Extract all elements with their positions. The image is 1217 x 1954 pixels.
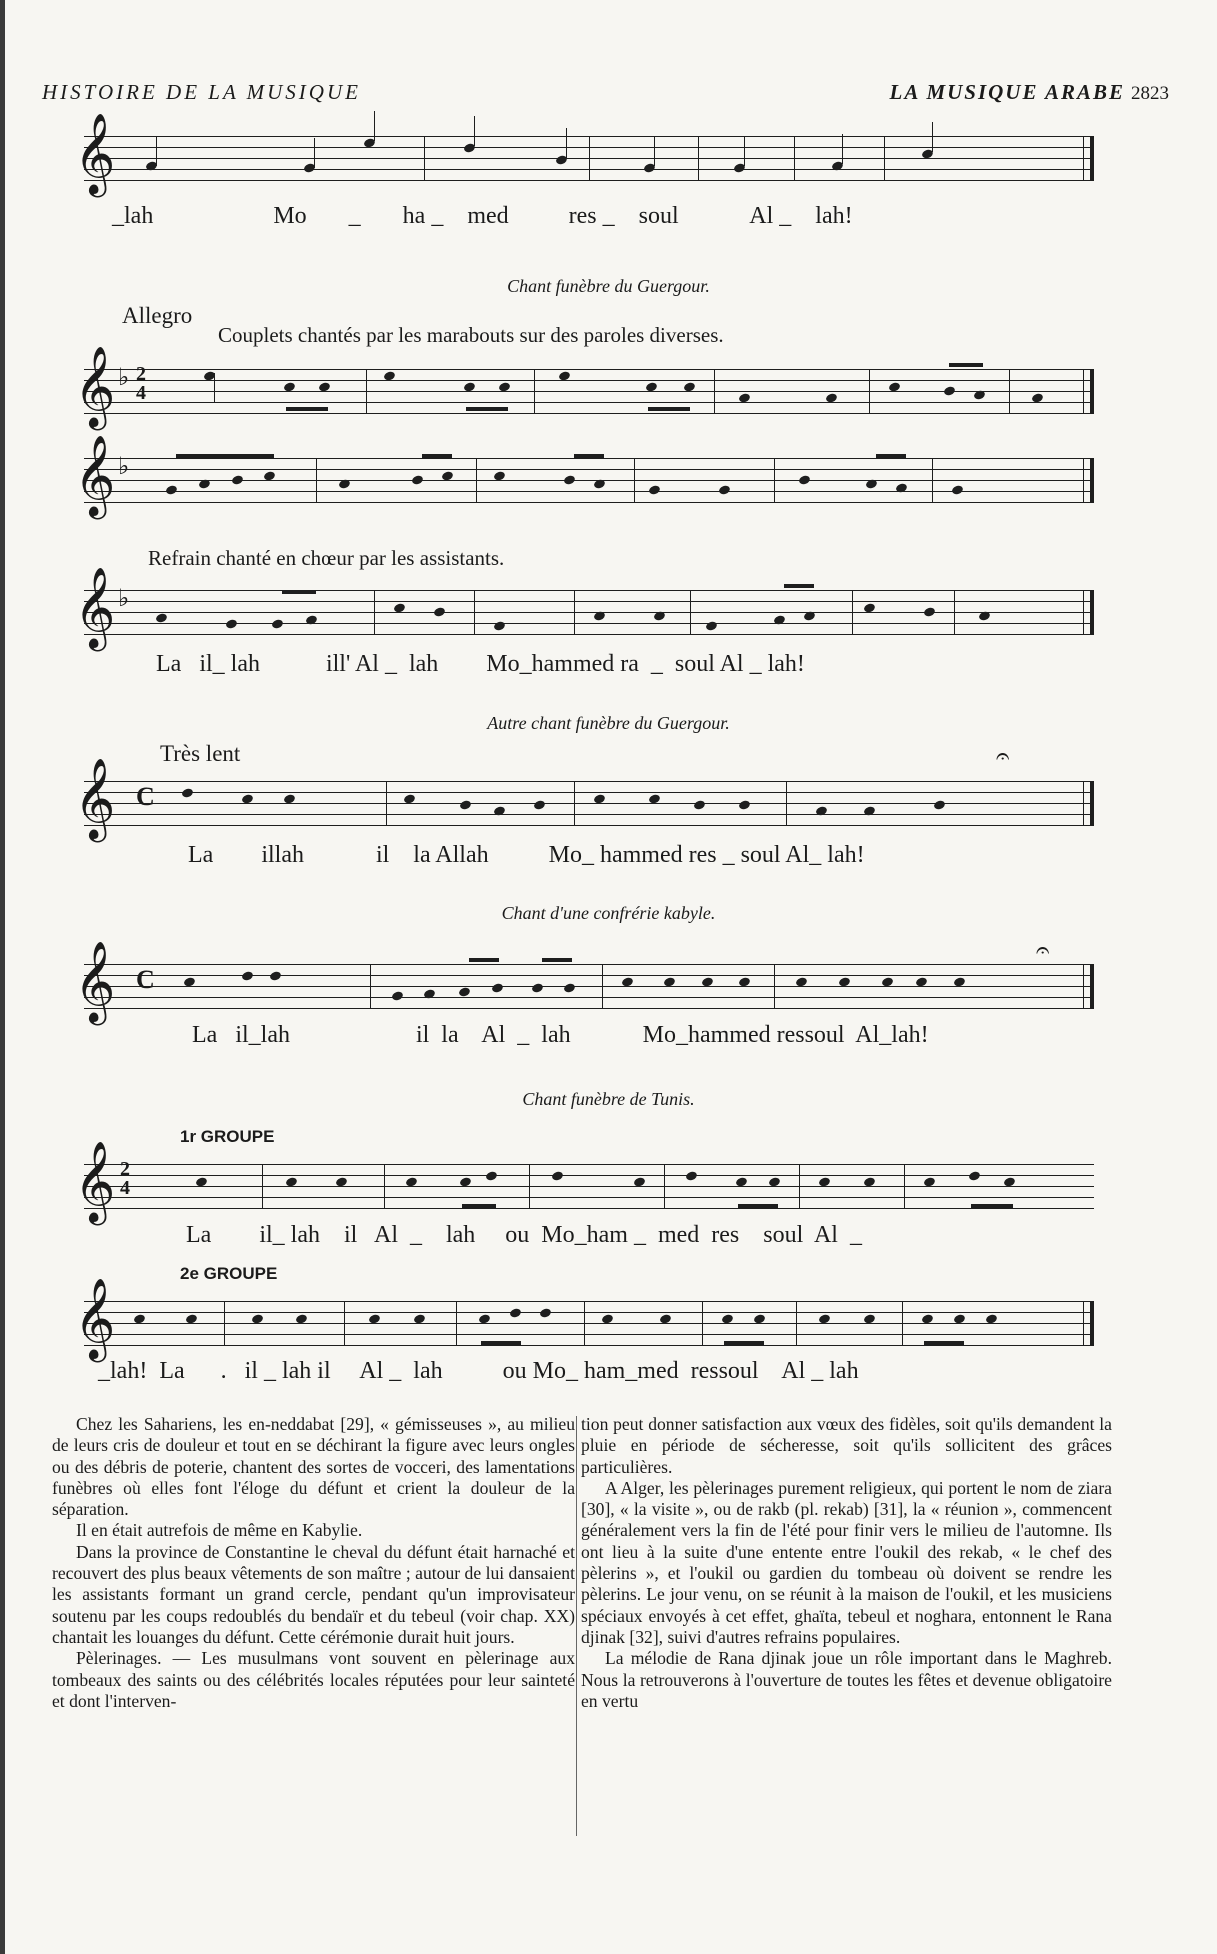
music-staff-2: [74, 345, 1094, 427]
treble-clef-icon: 𝄞: [74, 940, 116, 1022]
time-signature: 2 4: [136, 363, 146, 404]
paragraph-intervention: tion peut donner satisfaction aux vœux des fidèles, soit qu'ils demandent la pluie en période de sécheresse, soit qu'ils sollicitent des grâces particulières.: [581, 1414, 1112, 1477]
flat-icon: ♭: [118, 363, 130, 391]
common-time: C: [136, 965, 155, 994]
lyrics-line-2: La il_ lah ill' Al _ lah Mo_hammed ra _ soul Al _ lah!: [156, 651, 805, 677]
lyrics-line-5b: _lah! La . il _ lah il Al _ lah ou Mo_ ham_med ressoul Al _ lah: [98, 1358, 859, 1384]
music-staff-4: [74, 566, 1094, 648]
music-staff-7: [74, 1140, 1094, 1222]
column-divider: [576, 1416, 577, 1836]
paragraph-kabylie: Il en était autrefois de même en Kabylie.: [76, 1520, 363, 1541]
lyrics-line-4: La il_lah il la Al _ lah Mo_hammed ressoul Al_lah!: [192, 1022, 929, 1048]
running-header-title: LA MUSIQUE ARABE: [889, 80, 1125, 104]
performance-note: Couplets chantés par les marabouts sur des paroles diverses.: [218, 323, 724, 347]
tempo-marking-tres-lent: Très lent: [160, 741, 241, 766]
flat-icon: ♭: [118, 452, 130, 480]
music-staff-1: [74, 112, 1094, 194]
piece-title-kabyle: Chant d'une confrérie kabyle.: [501, 903, 716, 923]
running-header-left: HISTOIRE DE LA MUSIQUE: [42, 80, 361, 104]
time-signature: 2 4: [120, 1158, 130, 1199]
lyrics-line-3: La illah il la Allah Mo_ hammed res _ soul Al_ lah!: [188, 842, 865, 868]
treble-clef-icon: 𝄞: [74, 757, 116, 839]
treble-clef-icon: 𝄞: [74, 1140, 116, 1222]
paragraph-pelerinages: Pèlerinages. — Les musulmans vont souvent en pèlerinage aux tombeaux des saints ou des célébrités locales réputées pour leur sainteté et dont l'interven-: [52, 1648, 575, 1711]
paragraph-alger: A Alger, les pèlerinages purement religieux, qui portent le nom de ziara [30], « la visite », ou de rakb (pl. rekab) [31], la « réunion », commencent généralement vers la fin de l'été pour finir vers le milieu de l'automne. Ils ont lieu à la suite d'une entente entre l'oukil des rekab, « le chef des pèlerins », et l'oukil ou gardien du tombeau où doivent se rendre les pèlerins. Le jour venu, on se réunit à la maison de l'oukil, et les musiciens spéciaux envoyés à cet effet, ghaïta, tebeul et noghara, entonnent le Rana djinak [32], suivi d'autres refrains populaires.: [581, 1477, 1112, 1647]
paragraph-sahariens: Chez les Sahariens, les en-neddabat [29], « gémisseuses », au milieu de leurs cris de douleur et tout en se déchirant la figure avec leurs ongles ou des débris de poterie, chantent des sortes de vocceri, des lamentations funèbres où elles font l'éloge du défunt et crient la douleur de la séparation.: [52, 1414, 575, 1520]
piece-title-guergour: Chant funèbre du Guergour.: [507, 276, 710, 296]
music-staff-8: [74, 1277, 1094, 1359]
lyrics-line-5a: La il_ lah il Al _ lah ou Mo_ham _ med res soul Al _: [186, 1222, 862, 1248]
flat-icon: ♭: [118, 584, 130, 612]
music-staff-5: [74, 757, 1094, 839]
refrain-note: Refrain chanté en chœur par les assistants.: [148, 546, 505, 570]
lyrics-line-1: _lah Mo _ ha _ med res _ soul Al _ lah!: [112, 203, 853, 229]
text-column-left: [52, 1414, 575, 1712]
common-time: C: [136, 782, 155, 811]
page-number: 2823: [1131, 83, 1169, 104]
group-label-2: 2e GROUPE: [180, 1264, 278, 1283]
text-column-right: [581, 1414, 1112, 1712]
treble-clef-icon: 𝄞: [74, 345, 116, 427]
piece-title-autre-guergour: Autre chant funèbre du Guergour.: [487, 713, 730, 733]
music-staff-6: [74, 940, 1094, 1022]
treble-clef-icon: 𝄞: [74, 112, 116, 194]
paragraph-constantine: Dans la province de Constantine le cheval du défunt était harnaché et recouvert des plus beaux vêtements de son maître ; autour de lui dansaient les assistants formant un grand cercle, pendant qu'un improvisateur soutenu par les coups redoublés du bendaïr et du tebeul (voir chap. XX) chantait les louanges du défunt. Cette cérémonie durait huit jours.: [52, 1541, 575, 1647]
fermata-icon: 𝄐: [1036, 938, 1050, 964]
treble-clef-icon: 𝄞: [74, 434, 116, 516]
piece-title-tunis: Chant funèbre de Tunis.: [522, 1089, 695, 1109]
tempo-marking-allegro: Allegro: [122, 303, 193, 328]
music-staff-3: [74, 434, 1094, 516]
treble-clef-icon: 𝄞: [74, 1277, 116, 1359]
running-header-right: [890, 80, 1169, 105]
treble-clef-icon: 𝄞: [74, 566, 116, 648]
group-label-1: 1r GROUPE: [180, 1127, 275, 1146]
fermata-icon: 𝄐: [996, 744, 1010, 770]
paragraph-rana-djinak: La mélodie de Rana djinak joue un rôle important dans le Maghreb. Nous la retrouverons à l'ouverture de toutes les fêtes et devenue obligatoire en vertu: [581, 1648, 1112, 1711]
